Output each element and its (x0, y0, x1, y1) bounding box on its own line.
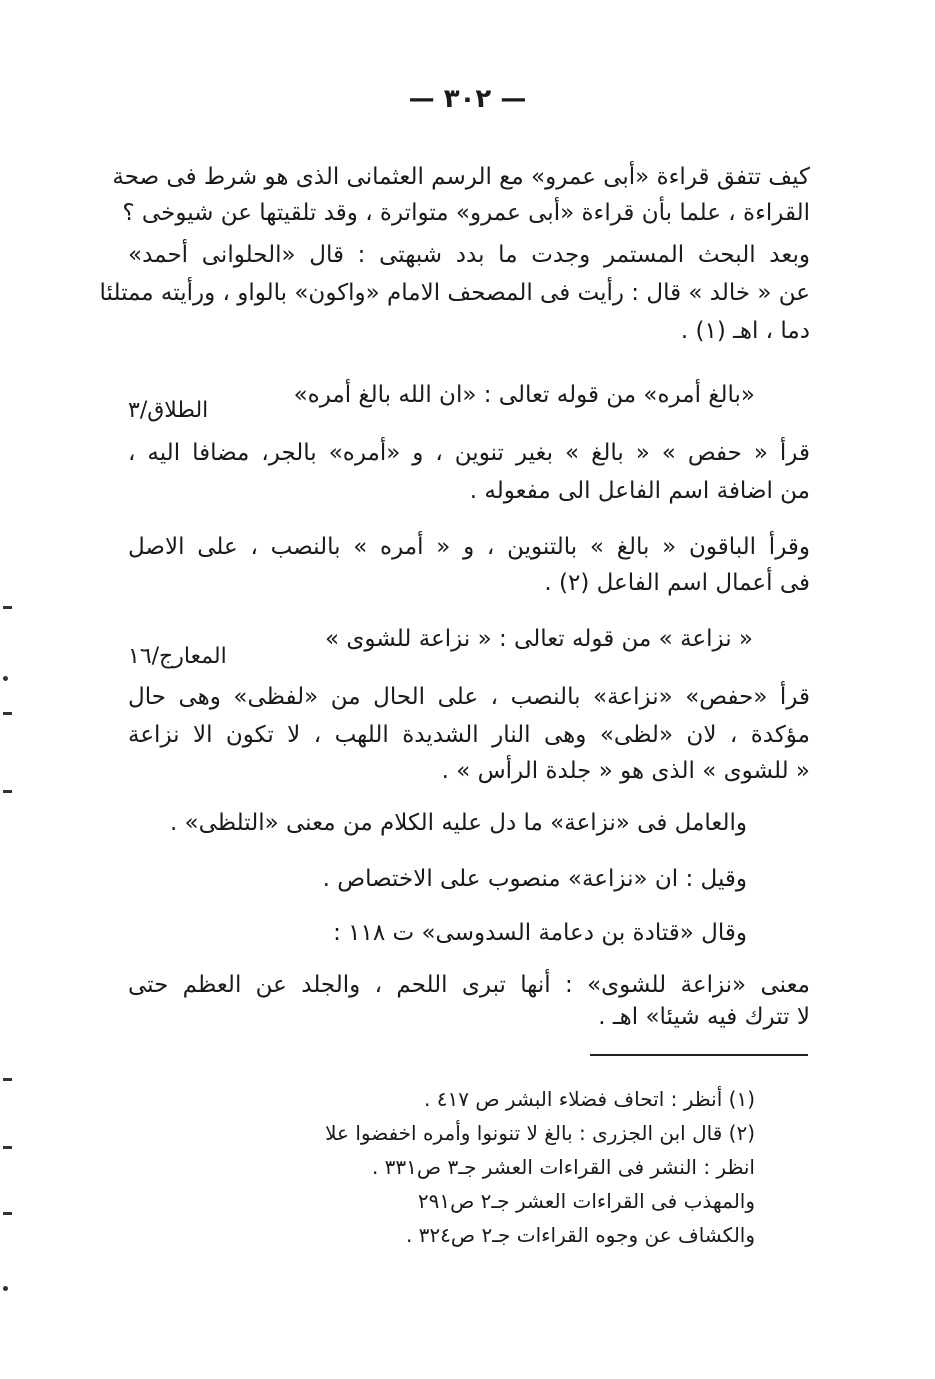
para4-line1: وقرأ الباقون « بالغ » بالتنوين ، و « أمره » بالنصب ، على الاصل (128, 534, 810, 560)
para1-line2: القراءة ، علما بأن قراءة «أبى عمرو» متواترة ، وقد تلقيتها عن شيوخى ؟ (122, 200, 810, 226)
para9-line1: معنى «نزاعة للشوى» : أنها تبرى اللحم ، والجلد عن العظم حتى (128, 972, 810, 998)
footnote-2: (٢) قال ابن الجزرى : بالغ لا تنونوا وأمره اخفضوا علا (325, 1121, 755, 1145)
para7: وقيل : ان «نزاعة» منصوب على الاختصاص . (322, 866, 747, 892)
footnote-2-source-1: انظر : النشر فى القراءات العشر جـ٣ ص٣٣١ . (371, 1155, 755, 1179)
margin-mark (3, 606, 12, 609)
footnote-separator (590, 1054, 808, 1056)
margin-mark (3, 790, 12, 793)
margin-dot (3, 1286, 8, 1291)
para5-line2: مؤكدة ، لان «لظى» وهى النار الشديدة اللهب ، لا تكون الا نزاعة (128, 722, 810, 748)
para2-line3: دما ، اهـ (١) . (680, 318, 810, 344)
page-number: — ٣٠٢ — (408, 84, 527, 114)
verse2-text: « نزاعة » من قوله تعالى : « نزاعة للشوى » (325, 626, 753, 652)
footnote-2-source-2: والمهذب فى القراءات العشر جـ٢ ص٢٩١ (417, 1189, 755, 1213)
verse1-text: «بالغ أمره» من قوله تعالى : «ان الله بالغ أمره» (293, 382, 755, 408)
margin-dot (3, 676, 8, 681)
footnote-1: (١) أنظر : اتحاف فضلاء البشر ص ٤١٧ . (424, 1087, 755, 1111)
para6: والعامل فى «نزاعة» ما دل عليه الكلام من معنى «التلظى» . (169, 810, 747, 836)
margin-mark (3, 1078, 12, 1081)
para3-line1: قرأ « حفص » « بالغ » بغير تنوين ، و «أمره» بالجر، مضافا اليه ، (128, 440, 810, 466)
verse1-reference: الطلاق/٣ (128, 398, 209, 423)
margin-mark (3, 712, 12, 715)
para4-line2: فى أعمال اسم الفاعل (٢) . (544, 570, 810, 596)
margin-mark (3, 1212, 12, 1215)
para2-line2: عن « خالد » قال : رأيت فى المصحف الامام «واكون» بالواو ، ورأيته ممتلئا (99, 280, 810, 306)
para8: وقال «قتادة بن دعامة السدوسى» ت ١١٨ : (333, 920, 747, 946)
footnote-2-source-3: والكشاف عن وجوه القراءات جـ٢ ص٣٢٤ . (405, 1223, 755, 1247)
para3-line2: من اضافة اسم الفاعل الى مفعوله . (469, 478, 810, 504)
margin-mark (3, 1146, 12, 1149)
para5-line3: « للشوى » الذى هو « جلدة الرأس » . (441, 758, 810, 784)
para1-line1: كيف تتفق قراءة «أبى عمرو» مع الرسم العثمانى الذى هو شرط فى صحة (112, 164, 810, 190)
para9-line2: لا تترك فيه شيئا» اهـ . (598, 1004, 810, 1030)
para5-line1: قرأ «حفص» «نزاعة» بالنصب ، على الحال من «لفظى» وهى حال (128, 684, 810, 710)
verse2-reference: المعارج/١٦ (128, 644, 227, 669)
para2-line1: وبعد البحث المستمر وجدت ما بدد شبهتى : قال «الحلوانى أحمد» (128, 242, 810, 268)
